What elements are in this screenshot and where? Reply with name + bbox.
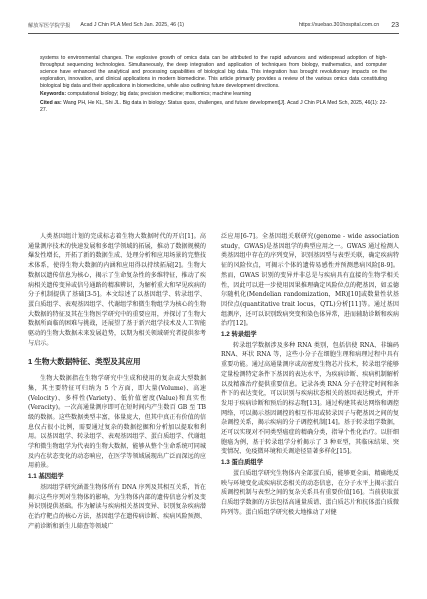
running-header [28, 18, 399, 32]
section-1-paragraph: 生物大数据指在生物学研究中生成和使用的复杂或大型数据集，其主要特征可归纳为 5 个方面，即大量(Volume)、高速(Velocity)、多样性(Variety)、低价值密度(Value)和真实性(Veracity)。一次高通量测序即可在短时间内产生数百 GB 至 TB 级的数据。这些数据类型丰富，体量庞大，但其中真正有价值的信息仅占很小比例，需要通过复杂的数据挖掘和分析加以提取和利用。以基因组学、转录组学、表观基因组学、蛋白质组学、代谢组学和微生物组学为代表的生物大数据，能够从整个生命系统可同城及内在状态变化的动态响应，在医学等领域展现出广泛而深远的应用前景。 [28, 375, 206, 470]
subsection-1-2-heading: 1.2 转录组学 [221, 331, 257, 339]
cited-as-line [40, 100, 387, 114]
proteomics-paragraph: 蛋白质组学研究生物体内全部蛋白质，能够更全面、精确地反映与环境变化或疾病状态相关的动态信息，在分子水平上揭示蛋白质调控机制与表型之间的复杂关系具有重要价值[16]。当前获取蛋白质组学数据的方法包括高通量质谱、蛋白质芯片和抗体蛋白质微阵列等。蛋白质组学研究极大地推动了对健 [221, 469, 399, 516]
intro-paragraph: 人类基因组计划的完成标志着生物大数据时代的开启[1]。高通量测序技术的快速发展和多组学领域的拓展，推动了数据规模的爆发性增长，开拓了新的数据生成、处理分析和应用场景的完整技术体系，使得生物大数据的内涵和应用得以持续拓展[2]。生物大数据以遗传信息为核心，揭示了生命复杂性的多维特征，推动了疾病相关遗传变异或信号通路的精准辨识，为解析重大和罕见疾病的分子机制提供了基础[3-5]。本文综述了以基因组学、转录组学、蛋白质组学、表观基因组学、代谢组学和微生物组学为核心的生物大数据的特征及其在生物医学研究中的重要应用，并探讨了生物大数据所面临的困难与挑战，还展望了基于新兴组学技术及人工智能驱动的生物大数据未来发展趋势，以期为相关领域研究者提供参考与启示。 [28, 233, 206, 347]
left-column [28, 232, 206, 531]
subsection-1-3-heading: 1.3 蛋白质组学 [221, 459, 263, 467]
journal-url[interactable]: https://xuebao.301hospital.com.cn [298, 22, 380, 28]
keywords-text: computational biology; big data; precision medicine; multiomics; machine learning [67, 91, 252, 98]
genomics-paragraph: 基因组学研究涵盖生物体所有 DNA 序列及其相互关系，旨在揭示这些序列对生物体的影响，为生物体内部的遗传信息分析及变异识别提供基础。作为解读与疾病相关基因变异、识别复杂疾病潜在治疗靶点的核心方法，基因组学在遗传病诊断、疾病风险预测、产前诊断和新生儿筛查等领域广 [28, 483, 206, 530]
section-1-heading: 1 生物大数据特征、类型及其应用 [28, 357, 141, 367]
journal-name-cn: 解放军医学院学报 [28, 23, 71, 29]
abstract-body: systems to environmental changes. The explosive growth of omics data can be attributed to the rapid advances and widespread adoption of high-throughput sequencing technologies. Simultaneously, the deep integration and application of techniques from biology, mathematics, and computer science have enhanced the analytical and processing capabilities of biological big data. This integration has brought revolutionary impacts on the exploration, innovation, and clinical applications in modern biomedicine. This article primarily provides a review of the various omics data constituting biological big data and their applications in biomedicine, while also outlining future development directions. [40, 55, 387, 90]
cited-as-label: Cited as: [40, 99, 62, 106]
cited-as-text: Wang PH, He KL, Shi JL. Big data in biology: Status quos, challenges, and future development[J]. Acad J Chin PLA Med Sch, 2025, 46(1): 22-27. [40, 99, 387, 113]
keywords-line [40, 91, 387, 98]
transcriptomics-paragraph: 转录组学数据涉及多种 RNA 类别，包括信使 RNA、非编码 RNA、环状 RNA 等，这些小分子在细胞生理和病理过程中具有重要功能。通过高通量测序或高密度生物芯片技术，转录组学能够定量检测特定条件下基因的表达水平，为疾病诊断、疾病机制解析以及精准治疗提供重要信息。记录各类 RNA 分子在特定时间和条件下的表达变化，可以识别与疾病状态相关的基因表达模式，并开发用于疾病诊断和预后的标志物[13]。通过构建其表达网络和调控网络，可以揭示基因调控的相互作用或转录因子与靶基因之间的复杂调控关系，揭示疾病的分子调控机制[14]。基于转录组学数据，还可以实现对不同类型癌症的精确分类，指导个性化治疗。以肝细胞癌为例，基于转录组学分析揭示了 3 种亚型，其临床结果、突变情况、免疫微环境和关调途径显著多样化[15]。 [221, 341, 399, 456]
keywords-label: Keywords: [40, 91, 67, 98]
genomics-continued-paragraph: 泛应用[6-7]。全基因组关联研究(genome - wide association study，GWAS)是基因组学的典型应用之一。GWAS 通过检测人类基因组中存在的序列变异，识别基因型与表型关联，确定疾病特征的风险位点，可揭示个体的遗传易感性并预测患病风险[8-9]。然而，GWAS 识别的变异并非总是与疾病具有直接的生物学相关性，因此可以进一步使用因果推理确定风险位点的靶基因，如孟德尔随机化(Mendelian randomization，MR)[10]或数量性状基因位点(quantitative trait locus，QTL)分析[11]等。通过基因组测序，还可以识别致病突变和染色体异常，进而辅助诊断和疾病治疗[12]。 [221, 233, 399, 328]
journal-citation: Acad J Chin PLA Med Sch Jan. 2025, 46 (1) [80, 22, 185, 28]
page-number: 23 [391, 21, 399, 29]
subsection-1-1-heading: 1.1 基因组学 [28, 473, 64, 481]
body-columns [28, 232, 399, 587]
header-rule [28, 33, 399, 34]
right-column [221, 232, 399, 517]
english-abstract [40, 55, 387, 114]
